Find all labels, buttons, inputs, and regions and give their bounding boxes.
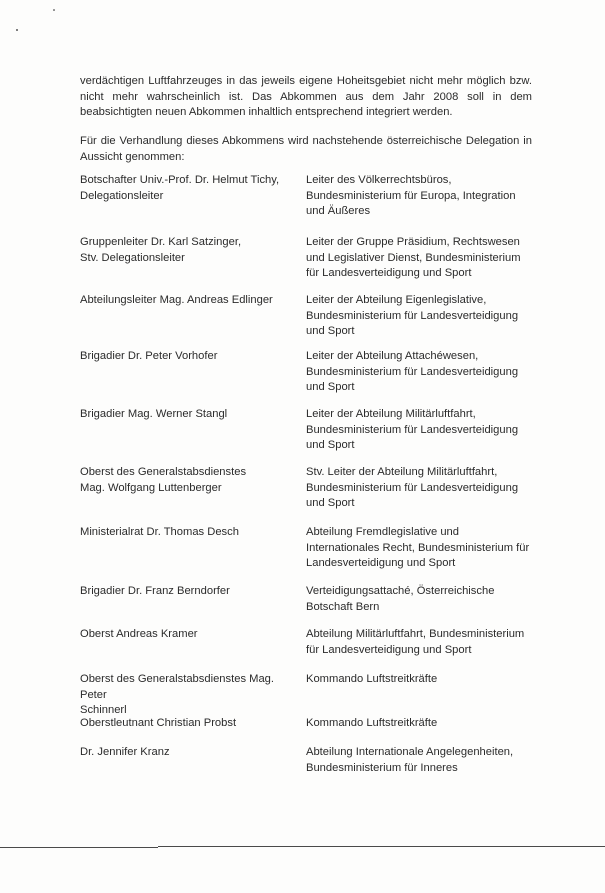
member-role-line: Abteilung Fremdlegislative und	[306, 526, 459, 538]
member-name-line: Brigadier Dr. Peter Vorhofer	[80, 350, 218, 362]
member-name	[80, 293, 295, 309]
member-role-line: Bundesministerium für Europa, Integration	[306, 189, 516, 202]
member-name-line: Oberstleutnant Christian Probst	[80, 717, 237, 729]
intro-paragraph: verdächtigen Luftfahrzeuges in das jeweils eigene Hoheitsgebiet nicht mehr möglich bzw. nicht mehr wahrscheinlich ist. Das Abkommen aus dem Jahr 2008 soll in dem beabsichtigten neuen Abkommen inhaltlich entsprechend integriert werden.	[80, 75, 532, 118]
delegation-intro-paragraph: Für die Verhandlung dieses Abkommens wird nachstehende österreichische Delegation in Aussicht genommen:	[80, 135, 532, 163]
member-role-line: Kommando Luftstreitkräfte	[306, 717, 438, 729]
member-role	[306, 465, 541, 512]
member-name-line: Oberst Andreas Kramer	[80, 628, 198, 640]
member-role-line: Leiter der Gruppe Präsidium, Rechtswesen	[306, 236, 520, 248]
member-name	[80, 173, 295, 204]
member-role-line: Bundesministerium für Landesverteidigung	[306, 365, 519, 378]
member-role	[306, 407, 541, 454]
member-name-line: Botschafter Univ.-Prof. Dr. Helmut Tichy,	[80, 174, 280, 186]
member-name-line: Brigadier Dr. Franz Berndorfer	[80, 585, 230, 597]
scan-speck	[53, 9, 55, 11]
member-role-line: Landesverteidigung und Sport	[306, 557, 456, 569]
member-role-line: Botschaft Bern	[306, 600, 380, 613]
member-name	[80, 584, 295, 600]
member-role-line: Leiter der Abteilung Eigenlegislative,	[306, 294, 487, 306]
member-role	[306, 672, 541, 688]
member-role-line: Kommando Luftstreitkräfte	[306, 673, 438, 685]
member-name	[80, 627, 295, 643]
member-name-line: Ministerialrat Dr. Thomas Desch	[80, 526, 239, 538]
member-name	[80, 716, 295, 732]
scan-speck	[16, 29, 18, 31]
member-role	[306, 525, 541, 572]
member-role-line: Leiter des Völkerrechtsbüros,	[306, 174, 452, 186]
footer-rule	[158, 846, 605, 847]
member-name	[80, 465, 295, 496]
member-role-line: für Landesverteidigung und Sport	[306, 267, 472, 279]
member-role-line: Verteidigungsattaché, Österreichische	[306, 585, 495, 597]
member-role	[306, 235, 541, 282]
member-name-line: Oberst des Generalstabsdienstes	[80, 466, 247, 478]
member-role-line: Bundesministerium für Landesverteidigung	[306, 481, 519, 494]
member-role-line: für Landesverteidigung und Sport	[306, 643, 472, 656]
member-role-line: und Äußeres	[306, 205, 371, 217]
member-name	[80, 407, 295, 423]
member-name-line: Oberst des Generalstabsdienstes Mag. Peter	[80, 673, 275, 701]
member-role-line: Stv. Leiter der Abteilung Militärluftfahrt,	[306, 466, 498, 478]
member-name	[80, 349, 295, 365]
member-role	[306, 627, 541, 658]
member-name	[80, 525, 295, 541]
member-role-line: Leiter der Abteilung Militärluftfahrt,	[306, 408, 476, 420]
member-name-line: Gruppenleiter Dr. Karl Satzinger,	[80, 236, 242, 248]
member-role-line: Bundesministerium für Landesverteidigung	[306, 309, 519, 322]
member-role-line: Bundesministerium für Inneres	[306, 761, 458, 774]
member-role	[306, 173, 541, 220]
member-name-line: Stv. Delegationsleiter	[80, 251, 185, 264]
member-name-line: Brigadier Mag. Werner Stangl	[80, 408, 228, 420]
member-role	[306, 584, 541, 615]
member-role-line: Bundesministerium für Landesverteidigung	[306, 423, 519, 436]
member-role-line: Abteilung Militärluftfahrt, Bundesministerium	[306, 628, 525, 640]
member-role-line: Internationales Recht, Bundesministerium für	[306, 541, 530, 554]
member-name	[80, 235, 295, 266]
footer-rule	[0, 847, 158, 848]
member-role-line: Abteilung Internationale Angelegenheiten,	[306, 746, 514, 758]
member-role-line: und Sport	[306, 439, 355, 451]
member-role-line: und Sport	[306, 497, 355, 509]
member-role	[306, 716, 541, 732]
member-role-line: und Sport	[306, 325, 355, 337]
member-role	[306, 745, 541, 776]
member-role	[306, 293, 541, 340]
member-name	[80, 672, 295, 719]
member-name-line: Abteilungsleiter Mag. Andreas Edlinger	[80, 294, 273, 306]
member-role-line: und Legislativer Dienst, Bundesministerium	[306, 251, 521, 264]
member-role-line: Leiter der Abteilung Attachéwesen,	[306, 350, 479, 362]
member-name-line: Schinnerl	[80, 704, 127, 716]
member-role-line: und Sport	[306, 381, 355, 393]
member-role	[306, 349, 541, 396]
member-name-line: Delegationsleiter	[80, 189, 164, 202]
member-name-line: Dr. Jennifer Kranz	[80, 746, 170, 758]
member-name	[80, 745, 295, 761]
member-name-line: Mag. Wolfgang Luttenberger	[80, 481, 222, 494]
